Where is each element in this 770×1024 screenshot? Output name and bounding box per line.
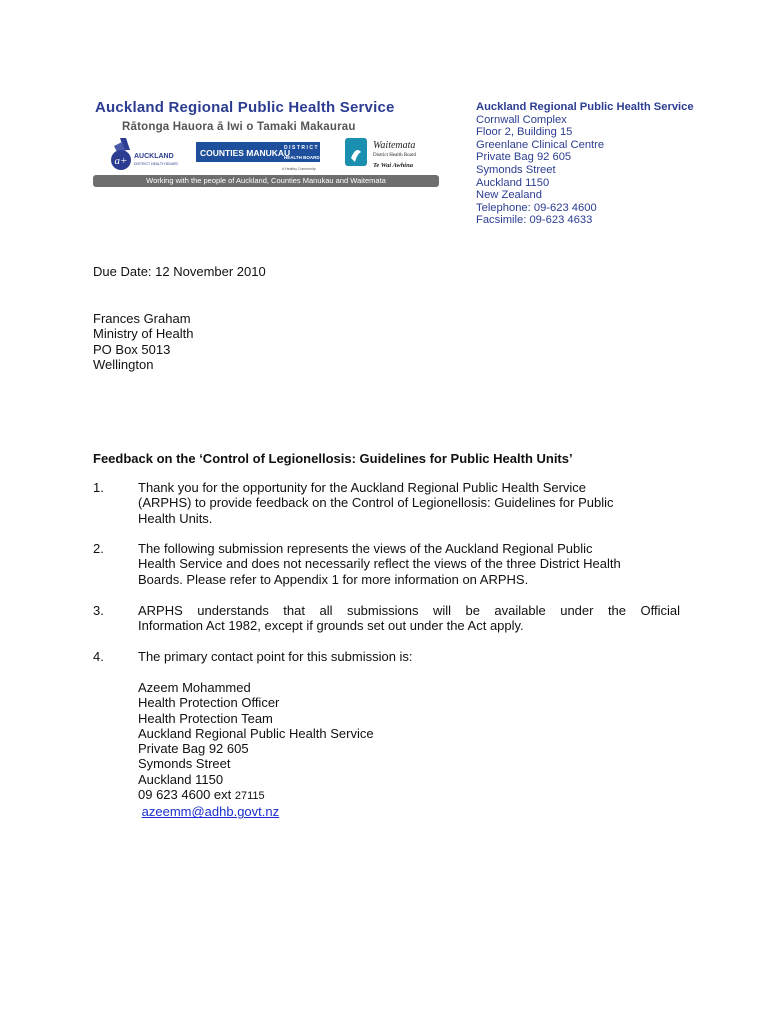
- item-paragraph: [138, 649, 680, 664]
- paragraph-line: The primary contact point for this submission is:: [138, 649, 413, 664]
- contact-team: Health Protection Team: [138, 710, 273, 726]
- waitemata-logo-sub: District Health Board: [373, 153, 417, 158]
- paragraph-line: Health Service and does not necessarily reflect the views of the three District Health: [138, 556, 621, 572]
- item-paragraph: [138, 541, 680, 587]
- letterhead-title: Auckland Regional Public Health Service: [95, 99, 395, 116]
- paragraph-line: Information Act 1982, except if grounds set out under the Act apply.: [138, 618, 524, 634]
- due-date: Due Date: 12 November 2010: [93, 264, 266, 279]
- address-facsimile: Facsimile: 09-623 4633: [476, 214, 593, 227]
- letter-heading: Feedback on the ‘Control of Legionellosis: Guidelines for Public Health Units’: [93, 451, 573, 466]
- recipient-line: Frances Graham: [93, 311, 191, 326]
- waitemata-logo-text: Waitemata: [373, 140, 416, 151]
- contact-phone: 09 623 4600 ext: [138, 787, 232, 803]
- contact-block: [138, 680, 680, 820]
- address-telephone: Telephone: 09-623 4600: [476, 201, 597, 214]
- sender-address: [476, 101, 694, 227]
- paragraph-line: (ARPHS) to provide feedback on the Control of Legionellosis: Guidelines for Public: [138, 495, 614, 511]
- counties-logo-sub: HEALTH BOARD: [284, 155, 320, 160]
- paragraph-line: Health Units.: [138, 510, 213, 526]
- auckland-logo-text: AUCKLAND: [134, 153, 174, 160]
- contact-name: Azeem Mohammed: [138, 680, 251, 695]
- recipient-line: Wellington: [93, 356, 154, 372]
- address-line: Cornwall Complex: [476, 113, 567, 126]
- contact-extension: 27115: [234, 790, 265, 803]
- item-number: 1.: [93, 480, 104, 495]
- item-number: 4.: [93, 649, 104, 664]
- counties-logo-text: COUNTIES MANUKAU: [200, 148, 291, 158]
- contact-city: Auckland 1150: [138, 771, 224, 787]
- contact-phone-line: [138, 787, 680, 804]
- address-line: Greenlane Clinical Centre: [476, 138, 605, 151]
- recipient-line: PO Box 5013: [93, 341, 171, 357]
- auckland-dhb-logo: [100, 136, 178, 178]
- auckland-logo-sub: DISTRICT HEALTH BOARD: [134, 162, 178, 166]
- svg-text:a+: a+: [114, 155, 128, 167]
- recipient-line: Ministry of Health: [93, 326, 194, 342]
- address-line: Auckland 1150: [476, 176, 550, 189]
- paragraph-line: ARPHS understands that all submissions will be available under the Official: [138, 603, 680, 618]
- contact-org: Auckland Regional Public Health Service: [138, 725, 374, 741]
- paragraph-line: Boards. Please refer to Appendix 1 for more information on ARPHS.: [138, 571, 529, 587]
- contact-title: Health Protection Officer: [138, 695, 280, 711]
- contact-email-link[interactable]: azeemm@adhb.govt.nz: [141, 804, 280, 820]
- counties-manukau-logo: [196, 140, 322, 174]
- address-line: Floor 2, Building 15: [476, 126, 573, 139]
- item-number: 2.: [93, 541, 104, 556]
- item-paragraph: [138, 480, 680, 526]
- paragraph-line: The following submission represents the views of the Auckland Regional Public: [138, 541, 593, 556]
- letterhead-subtitle: Rātonga Hauora ā Iwi o Tamaki Makaurau: [122, 121, 356, 133]
- address-org: Auckland Regional Public Health Service: [476, 101, 694, 113]
- waitemata-logo: [343, 136, 435, 172]
- item-paragraph: [138, 603, 680, 634]
- paragraph-line: Thank you for the opportunity for the Auckland Regional Public Health Service: [138, 480, 587, 495]
- waitemata-logo-motto: Te Wai Awhina: [373, 162, 413, 169]
- address-line: New Zealand: [476, 189, 542, 202]
- contact-bag: Private Bag 92 605: [138, 741, 249, 757]
- address-line: Symonds Street: [476, 163, 556, 176]
- item-number: 3.: [93, 603, 104, 618]
- recipient-address: [93, 311, 193, 372]
- contact-street: Symonds Street: [138, 756, 231, 772]
- svg-text:A Healthy Community: A Healthy Community: [282, 167, 316, 171]
- letterhead-tagline: Working with the people of Auckland, Counties Manukau and Waitemata: [93, 175, 439, 187]
- counties-logo-tag: DISTRICT: [284, 145, 320, 151]
- address-line: Private Bag 92 605: [476, 151, 572, 164]
